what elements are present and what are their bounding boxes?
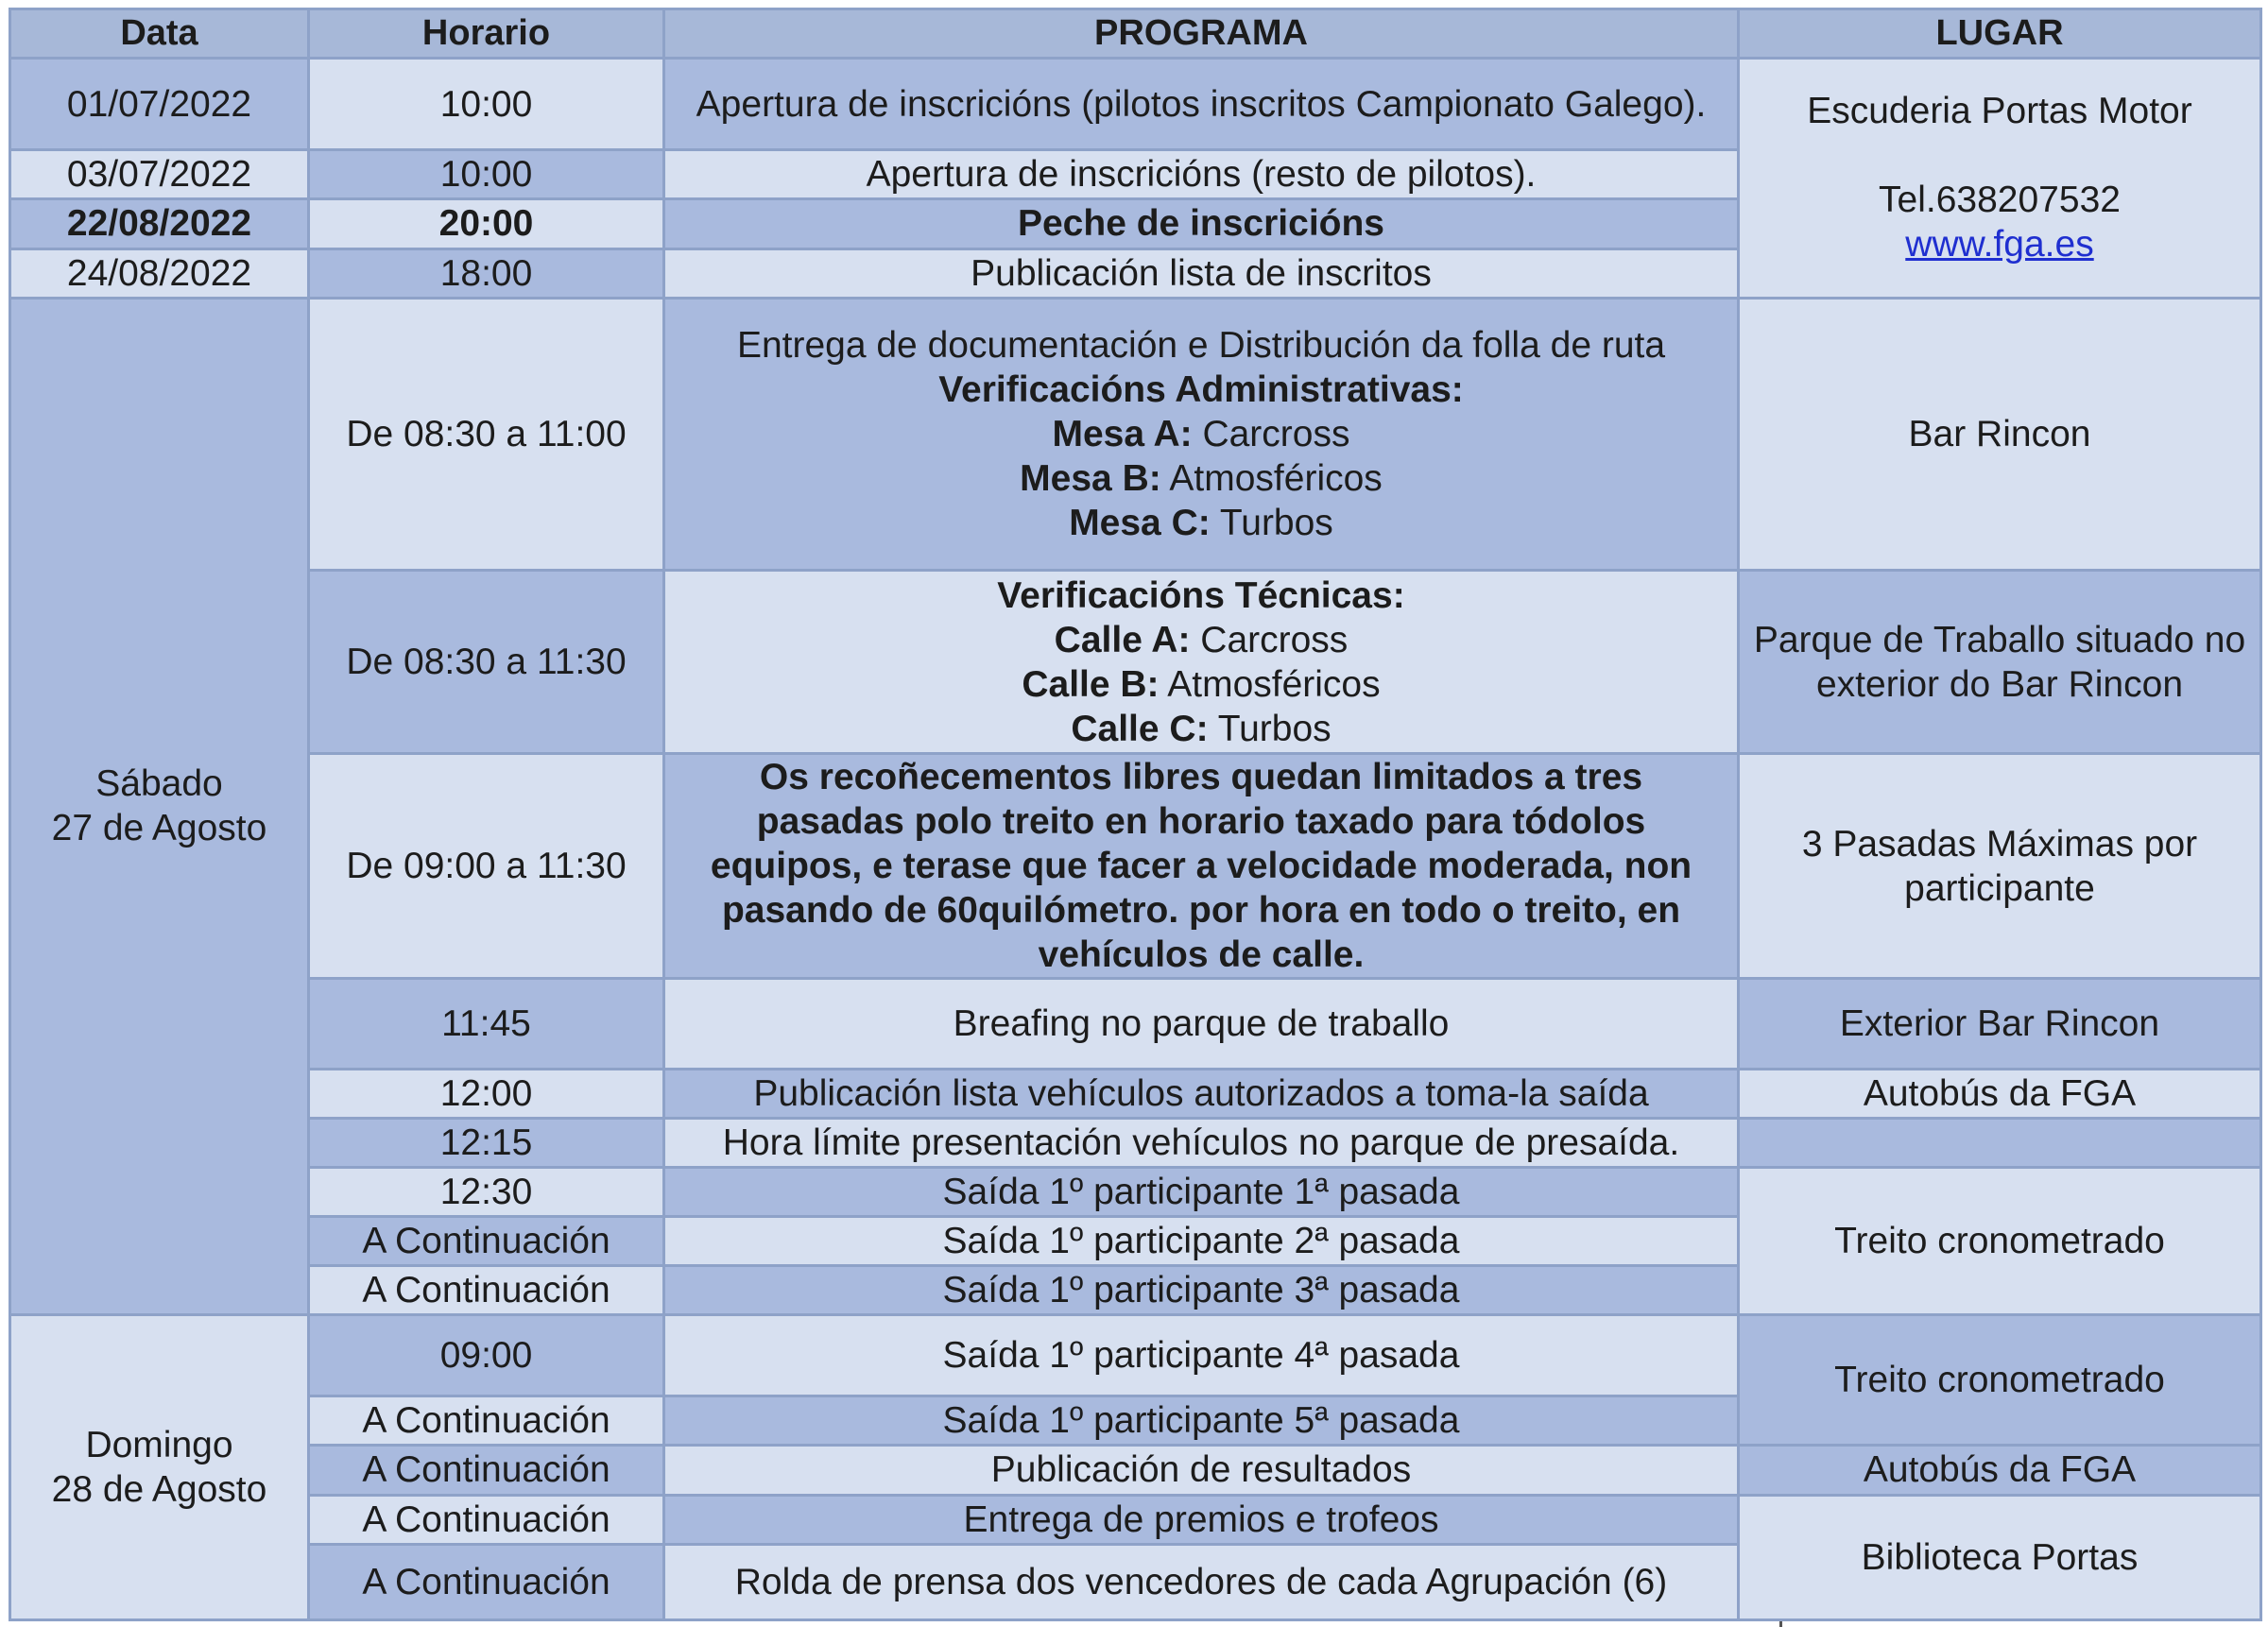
page-mark [1779, 1621, 1782, 1627]
program-cell: Saída 1º participante 2ª pasada [664, 1216, 1739, 1265]
admin-title: Verificacións Administrativas: [938, 368, 1464, 410]
sunday-date-cell [10, 1315, 309, 1620]
time-cell: A Continuación [309, 1216, 664, 1265]
time-cell: 12:00 [309, 1069, 664, 1118]
item-label: Mesa C: [1069, 502, 1211, 543]
program-cell: Apertura de inscricións (pilotos inscritos Campionato Galego). [664, 59, 1739, 150]
time-cell: A Continuación [309, 1544, 664, 1619]
tech-item [671, 707, 1731, 751]
program-cell: Publicación de resultados [664, 1446, 1739, 1495]
header-row [10, 9, 2261, 59]
place-cell: Exterior Bar Rincon [1739, 979, 2261, 1069]
date-cell: 24/08/2022 [10, 248, 309, 298]
table-row [10, 979, 2261, 1069]
header-date: Data [10, 9, 309, 59]
time-cell: 20:00 [309, 199, 664, 248]
table-row [10, 1118, 2261, 1167]
table-row [10, 1495, 2261, 1544]
item-label: Calle B: [1022, 663, 1160, 705]
program-cell: Publicación lista vehículos autorizados a toma-la saída [664, 1069, 1739, 1118]
program-cell: Apertura de inscricións (resto de pilotos). [664, 150, 1739, 199]
header-place: LUGAR [1739, 9, 2261, 59]
program-cell: Breafing no parque de traballo [664, 979, 1739, 1069]
program-cell: Peche de inscricións [664, 199, 1739, 248]
time-cell: De 08:30 a 11:30 [309, 571, 664, 753]
admin-item [671, 456, 1731, 501]
time-cell: 10:00 [309, 150, 664, 199]
header-time: Horario [309, 9, 664, 59]
table-row [10, 298, 2261, 571]
time-cell: 12:15 [309, 1118, 664, 1167]
program-cell: Saída 1º participante 1ª pasada [664, 1167, 1739, 1216]
table-row [10, 59, 2261, 150]
place-cell: Autobús da FGA [1739, 1069, 2261, 1118]
table-row [10, 1069, 2261, 1118]
date-cell: 22/08/2022 [10, 199, 309, 248]
date-cell: 01/07/2022 [10, 59, 309, 150]
time-cell: A Continuación [309, 1265, 664, 1314]
schedule-table [9, 8, 2262, 1621]
item-label: Mesa A: [1052, 413, 1193, 454]
time-cell: 12:30 [309, 1167, 664, 1216]
header-program: PROGRAMA [664, 9, 1739, 59]
place-cell: 3 Pasadas Máximas por participante [1739, 753, 2261, 979]
organizer-name: Escuderia Portas Motor [1807, 91, 2192, 132]
time-cell: De 09:00 a 11:30 [309, 753, 664, 979]
tech-item [671, 662, 1731, 707]
place-cell: Treito cronometrado [1739, 1167, 2261, 1314]
item-label: Calle C: [1071, 708, 1209, 749]
program-cell [664, 298, 1739, 571]
date-cell: 03/07/2022 [10, 150, 309, 199]
program-cell: Saída 1º participante 3ª pasada [664, 1265, 1739, 1314]
item-value: Turbos [1217, 708, 1332, 749]
place-cell: Treito cronometrado [1739, 1315, 2261, 1446]
place-cell: Bar Rincon [1739, 298, 2261, 571]
admin-intro: Entrega de documentación e Distribución da folla de ruta [736, 324, 1666, 366]
table-row [10, 1167, 2261, 1216]
program-cell [664, 571, 1739, 753]
day-label: Domingo [85, 1425, 233, 1466]
time-cell: A Continuación [309, 1495, 664, 1544]
organizer-cell [1739, 59, 2261, 299]
program-cell: Rolda de prensa dos vencedores de cada Agrupación (6) [664, 1544, 1739, 1619]
saturday-date-cell [10, 298, 309, 1314]
program-cell: Entrega de premios e trofeos [664, 1495, 1739, 1544]
tech-item [671, 618, 1731, 662]
time-cell: 09:00 [309, 1315, 664, 1396]
time-cell: 11:45 [309, 979, 664, 1069]
item-value: Carcross [1202, 413, 1350, 454]
table-row [10, 1446, 2261, 1495]
program-cell: Publicación lista de inscritos [664, 248, 1739, 298]
admin-item [671, 412, 1731, 456]
program-cell: Hora límite presentación vehículos no parque de presaída. [664, 1118, 1739, 1167]
place-cell: Autobús da FGA [1739, 1446, 2261, 1495]
organizer-phone: Tel.638207532 [1879, 180, 2121, 221]
day-date: 28 de Agosto [51, 1469, 267, 1511]
item-value: Turbos [1219, 502, 1333, 543]
time-cell: 10:00 [309, 59, 664, 150]
website-link[interactable]: www.fga.es [1905, 224, 2094, 265]
item-value: Atmosféricos [1167, 663, 1381, 705]
time-cell: A Continuación [309, 1396, 664, 1446]
day-date: 27 de Agosto [51, 808, 267, 849]
item-label: Calle A: [1054, 619, 1191, 660]
admin-item [671, 501, 1731, 545]
time-cell: A Continuación [309, 1446, 664, 1495]
item-value: Carcross [1200, 619, 1349, 660]
table-row [10, 571, 2261, 753]
program-cell: Os recoñecementos libres quedan limitados a tres pasadas polo treito en horario taxado para tódolos equipos, e terase que facer a velocidade moderada, non pasando de 60quilómetro. por hora en todo o treito, en vehículos de calle. [664, 753, 1739, 979]
time-cell: 18:00 [309, 248, 664, 298]
program-cell: Saída 1º participante 5ª pasada [664, 1396, 1739, 1446]
tech-title: Verificacións Técnicas: [997, 574, 1405, 616]
time-cell: De 08:30 a 11:00 [309, 298, 664, 571]
place-cell: Biblioteca Portas [1739, 1495, 2261, 1620]
table-row [10, 753, 2261, 979]
item-value: Atmosféricos [1169, 457, 1383, 499]
table-row [10, 1315, 2261, 1396]
item-label: Mesa B: [1020, 457, 1161, 499]
program-cell: Saída 1º participante 4ª pasada [664, 1315, 1739, 1396]
place-cell [1739, 1118, 2261, 1167]
place-cell: Parque de Traballo situado no exterior do Bar Rincon [1739, 571, 2261, 753]
day-label: Sábado [95, 763, 223, 805]
